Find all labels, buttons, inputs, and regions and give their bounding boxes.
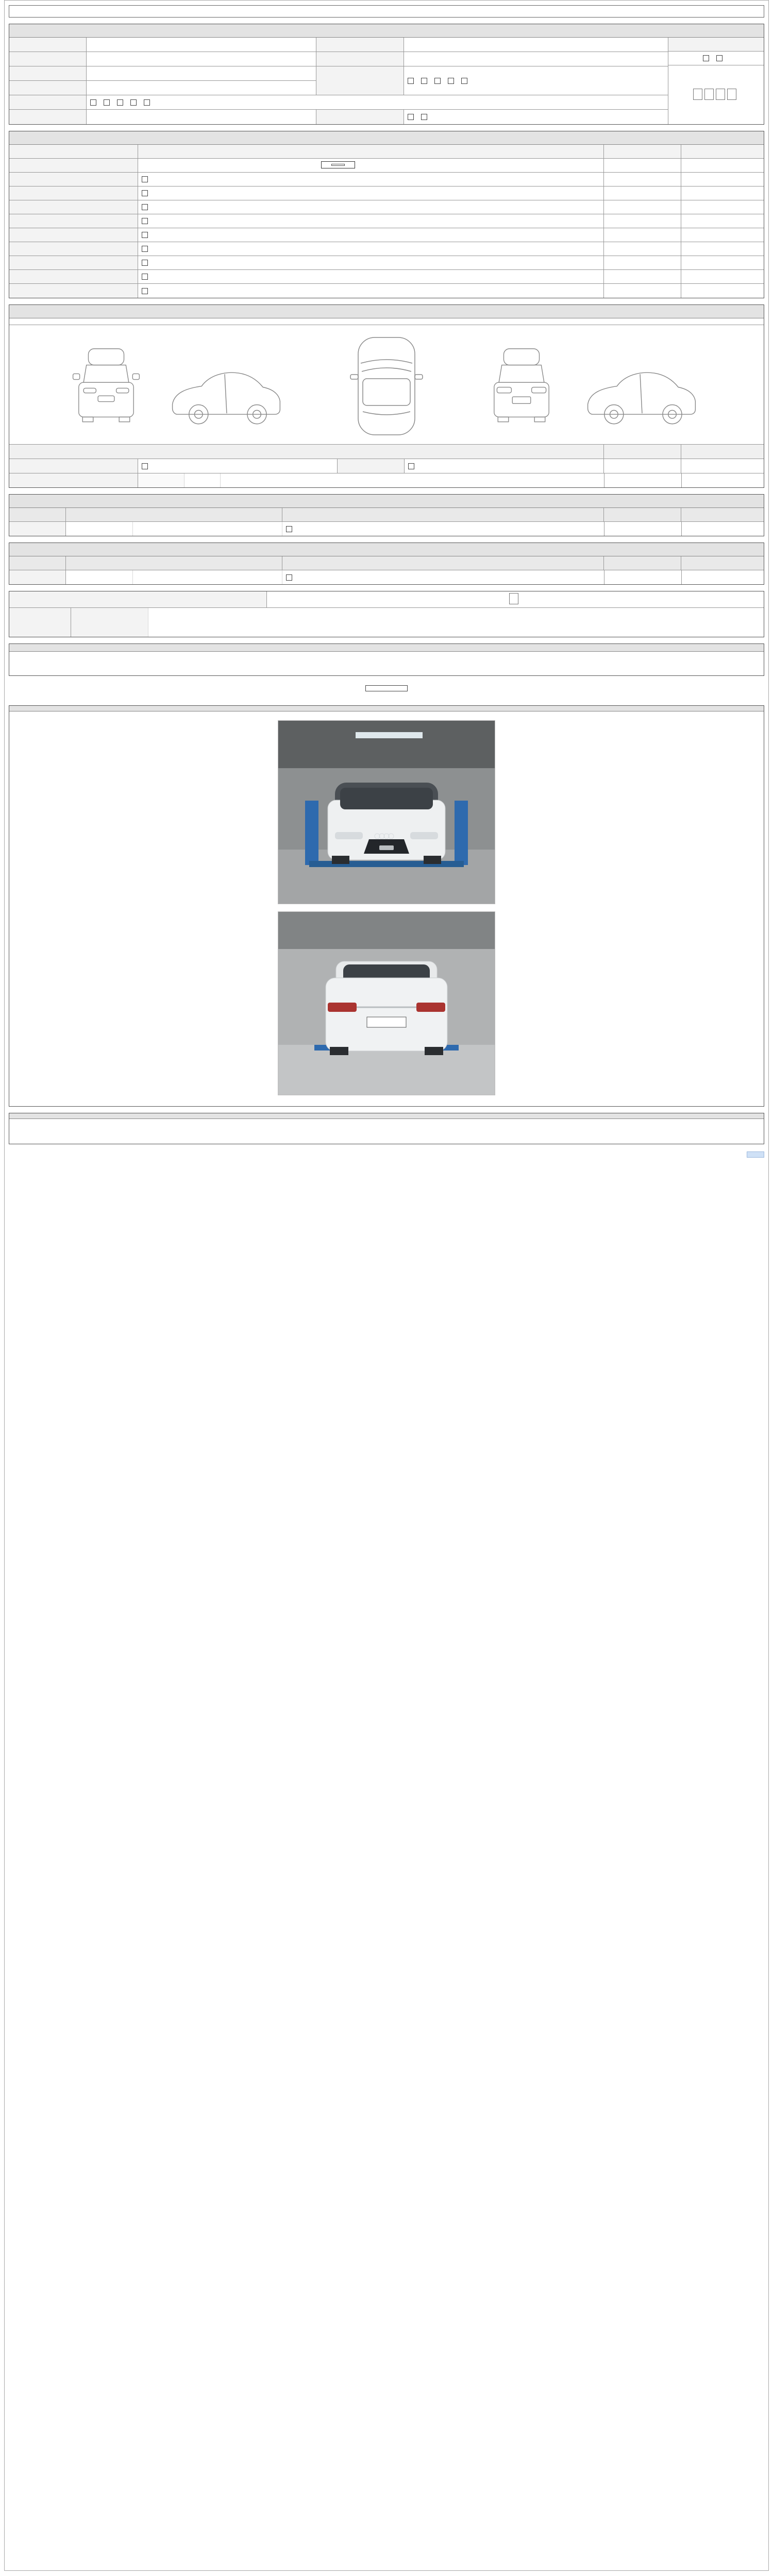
checkbox-icon — [142, 246, 148, 252]
accident-history-options — [138, 459, 338, 473]
inspection-report-page — [4, 0, 769, 2571]
price-cell — [604, 242, 681, 256]
price-basis-options — [668, 52, 764, 65]
mileage-value — [331, 164, 345, 166]
row-label — [133, 570, 282, 584]
pricing-info-title — [365, 685, 408, 691]
title-box — [9, 5, 764, 18]
opinion-header — [9, 608, 71, 637]
detail-state-section — [9, 494, 764, 536]
transmission-label — [316, 66, 404, 95]
device-row — [66, 522, 604, 536]
row-label — [9, 228, 138, 242]
checkbox-option[interactable] — [142, 218, 150, 224]
transmission-options — [404, 66, 668, 95]
price-cell — [604, 173, 681, 187]
price-cell — [604, 187, 681, 200]
row-status — [138, 256, 604, 270]
warranty-type-label — [316, 110, 404, 124]
row-status — [138, 270, 604, 284]
checkbox-option[interactable] — [117, 99, 125, 106]
checkbox-option[interactable] — [286, 526, 294, 532]
checkbox-option[interactable] — [434, 78, 443, 84]
final-price-section — [9, 591, 764, 637]
model-year-label — [9, 52, 87, 66]
inspection-photos-section — [9, 705, 764, 1107]
checkbox-icon — [408, 463, 414, 469]
checkbox-icon — [144, 99, 150, 106]
checkbox-option[interactable] — [408, 114, 416, 120]
checkbox-option[interactable] — [142, 232, 150, 238]
checkbox-option[interactable] — [90, 99, 98, 106]
section-header — [9, 305, 764, 318]
inspection-period-label — [316, 52, 404, 66]
inspection-photo-rear — [278, 912, 495, 1095]
checkbox-option[interactable] — [142, 246, 150, 252]
price-cell — [604, 214, 681, 228]
notice-title — [9, 644, 764, 652]
checkbox-option[interactable] — [142, 463, 150, 469]
row-status — [138, 214, 604, 228]
engine-type-label — [9, 110, 87, 124]
opinion-text — [148, 608, 764, 637]
row-label — [133, 522, 282, 536]
section-header — [9, 543, 764, 556]
section-header — [9, 706, 764, 711]
inspection-photo-front — [278, 721, 495, 904]
row-status — [138, 200, 604, 214]
checkbox-icon — [142, 288, 148, 294]
row-status — [282, 522, 604, 536]
simple-repair-label — [338, 459, 405, 473]
usage-history-row — [9, 173, 764, 187]
first-registration-label — [9, 66, 87, 81]
checkbox-option[interactable] — [703, 55, 711, 61]
price-cell — [604, 459, 681, 473]
checkbox-option[interactable] — [142, 190, 150, 196]
price-digit — [704, 89, 714, 100]
simple-repair-options — [405, 459, 604, 473]
usage-history-row — [9, 159, 764, 173]
checkbox-option[interactable] — [130, 99, 139, 106]
car-diagram-side-right — [579, 336, 703, 439]
checkbox-option[interactable] — [448, 78, 456, 84]
accident-history-row — [9, 459, 764, 473]
price-cell — [604, 570, 681, 584]
checkbox-option[interactable] — [142, 204, 150, 210]
detail-header — [9, 508, 764, 522]
checkbox-option[interactable] — [408, 78, 416, 84]
row-status — [138, 284, 604, 298]
note-cell — [681, 242, 764, 256]
checkbox-option[interactable] — [142, 176, 150, 182]
final-price-label — [9, 591, 267, 607]
checkbox-option[interactable] — [716, 55, 725, 61]
model-year-value — [87, 52, 316, 66]
row-label — [9, 256, 138, 270]
note-cell — [681, 200, 764, 214]
row-status — [138, 173, 604, 187]
usage-history-row — [9, 214, 764, 228]
price-basis-label — [668, 38, 764, 52]
row-label — [9, 242, 138, 256]
checkbox-icon — [142, 463, 148, 469]
note-cell — [681, 473, 764, 487]
checkbox-icon — [461, 78, 467, 84]
basic-info-table — [9, 38, 668, 124]
note-cell — [681, 214, 764, 228]
fuel-label — [9, 95, 87, 110]
group-name — [9, 570, 66, 584]
price-cell — [604, 200, 681, 214]
panel-parts — [221, 473, 604, 487]
note-cell — [681, 228, 764, 242]
car-diagram-side-left — [164, 336, 288, 439]
price-cell — [604, 284, 681, 298]
checkbox-option[interactable] — [286, 574, 294, 581]
other-info-header — [9, 556, 764, 570]
opinion-role — [71, 608, 148, 637]
panel-rank — [184, 473, 221, 487]
note-cell — [681, 187, 764, 200]
checkbox-option[interactable] — [142, 260, 150, 266]
state-code-legend — [9, 318, 764, 325]
section-header — [9, 495, 764, 508]
note-cell — [681, 284, 764, 298]
notice-section — [9, 643, 764, 676]
checkbox-icon — [104, 99, 110, 106]
usage-history-row — [9, 284, 764, 298]
price-digit — [716, 89, 725, 100]
checkbox-icon — [434, 78, 441, 84]
row-category — [66, 522, 133, 536]
checkbox-icon — [448, 78, 454, 84]
row-label — [9, 284, 138, 298]
row-status — [138, 159, 604, 173]
checkbox-icon — [142, 260, 148, 266]
basic-info-section — [9, 24, 764, 125]
checkbox-option[interactable] — [144, 99, 152, 106]
checkbox-icon — [408, 78, 414, 84]
section-header — [9, 24, 764, 38]
checkbox-icon — [142, 232, 148, 238]
price-cell — [604, 473, 681, 487]
section-header — [9, 1113, 764, 1119]
checkbox-option[interactable] — [142, 274, 150, 280]
engine-type-value — [87, 110, 316, 124]
car-diagram-front — [70, 336, 142, 439]
inspection-period-value — [404, 52, 668, 66]
fuel-options — [87, 95, 668, 110]
exchange-label — [9, 473, 138, 487]
other-info-section — [9, 543, 764, 585]
checkbox-icon — [130, 99, 137, 106]
note-cell — [681, 459, 764, 473]
usage-history-row — [9, 187, 764, 200]
row-status — [282, 570, 604, 584]
accident-history-label — [9, 459, 138, 473]
note-cell — [681, 522, 764, 536]
price-basis-value — [668, 65, 764, 124]
insurance-fee — [747, 1151, 764, 1158]
row-status — [138, 228, 604, 242]
row-status — [138, 242, 604, 256]
exchange-panel-block — [9, 473, 764, 487]
checkbox-icon — [142, 218, 148, 224]
price-cell — [604, 522, 681, 536]
checkbox-icon — [286, 574, 292, 581]
row-label — [9, 187, 138, 200]
final-price-row — [9, 591, 764, 608]
checkbox-icon — [142, 190, 148, 196]
price-cell — [604, 270, 681, 284]
inspector-opinion-block — [9, 608, 764, 637]
signature-section — [9, 1113, 764, 1158]
checkbox-option[interactable] — [104, 99, 112, 106]
final-price-value — [267, 591, 764, 607]
comprehensive-header — [9, 145, 764, 159]
note-cell — [681, 270, 764, 284]
checkbox-option[interactable] — [408, 463, 416, 469]
section-header — [9, 131, 764, 145]
vehicle-name-value — [87, 38, 316, 52]
price-digit — [509, 593, 518, 604]
car-diagram-top — [309, 333, 464, 439]
checkbox-icon — [421, 78, 427, 84]
other-row — [66, 570, 604, 584]
note-cell — [681, 159, 764, 173]
usage-history-row — [9, 200, 764, 214]
car-diagram-rear — [485, 336, 558, 439]
checkbox-icon — [716, 55, 722, 61]
vin-value — [87, 81, 316, 95]
checkbox-icon — [286, 526, 292, 532]
note-cell — [681, 570, 764, 584]
price-basis-column — [668, 38, 764, 124]
price-cell — [604, 159, 681, 173]
panel-zone — [138, 473, 184, 487]
checkbox-icon — [142, 274, 148, 280]
signature-area[interactable] — [9, 1119, 764, 1144]
usage-history-row — [9, 242, 764, 256]
price-cell — [604, 256, 681, 270]
comprehensive-section — [9, 131, 764, 298]
row-label — [9, 214, 138, 228]
panel-rank-row — [138, 473, 604, 487]
row-label — [9, 200, 138, 214]
checkbox-option[interactable] — [461, 78, 469, 84]
checkbox-icon — [421, 114, 427, 120]
vehicle-name-label — [9, 38, 87, 52]
checkbox-icon — [142, 204, 148, 210]
checkbox-icon — [90, 99, 96, 106]
price-digit — [727, 89, 736, 100]
checkbox-option[interactable] — [421, 114, 429, 120]
row-category — [66, 570, 133, 584]
warranty-type-options — [404, 110, 668, 124]
other-group — [9, 570, 764, 584]
note-cell — [681, 173, 764, 187]
checkbox-option[interactable] — [142, 288, 150, 294]
car-diagrams — [9, 325, 764, 445]
row-status — [138, 187, 604, 200]
checkbox-icon — [117, 99, 123, 106]
vin-label — [9, 81, 87, 95]
price-cell — [604, 228, 681, 242]
opinion-row — [71, 608, 764, 637]
insurance-fee-row — [9, 1151, 764, 1158]
price-digit — [693, 89, 702, 100]
registration-number-value — [404, 38, 668, 52]
checkbox-icon — [408, 114, 414, 120]
row-label — [9, 270, 138, 284]
checkbox-option[interactable] — [421, 78, 429, 84]
checkbox-icon — [142, 176, 148, 182]
pricing-info — [121, 685, 652, 699]
row-label — [9, 159, 138, 173]
accident-column-header — [9, 445, 764, 459]
device-group — [9, 522, 764, 536]
registration-number-label — [316, 38, 404, 52]
accident-history-section — [9, 304, 764, 488]
note-cell — [681, 256, 764, 270]
usage-history-row — [9, 256, 764, 270]
current-mileage-box — [321, 161, 355, 168]
device-name — [9, 522, 66, 536]
row-label — [9, 173, 138, 187]
usage-history-row — [9, 228, 764, 242]
usage-history-row — [9, 270, 764, 284]
checkbox-icon — [703, 55, 709, 61]
first-registration-value — [87, 66, 316, 81]
